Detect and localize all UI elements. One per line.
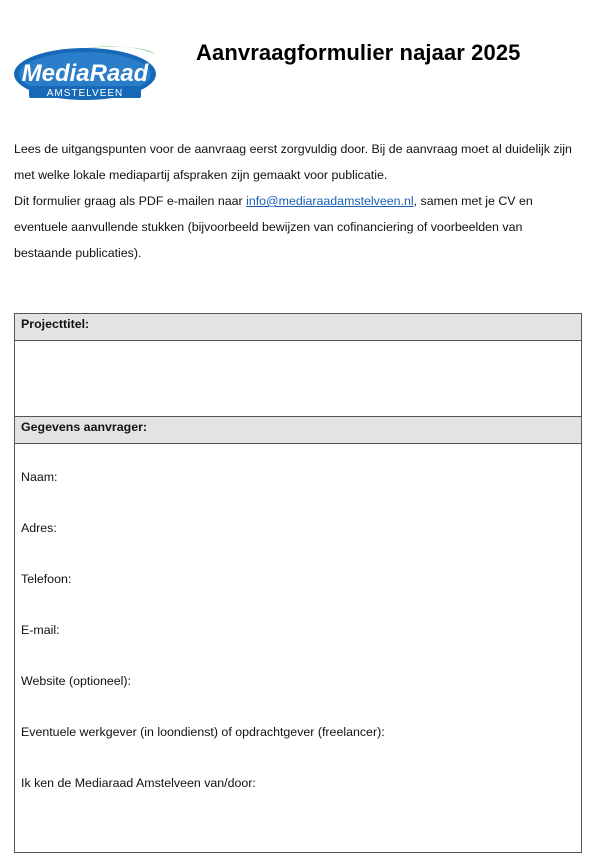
- applicant-details-header: Gegevens aanvrager:: [15, 417, 581, 444]
- application-form-table: [14, 313, 582, 853]
- intro-line: [14, 188, 586, 214]
- field-name[interactable]: Naam:: [21, 470, 58, 484]
- field-email[interactable]: E-mail:: [21, 623, 60, 637]
- field-website[interactable]: Website (optioneel):: [21, 674, 131, 688]
- intro-line: Lees de uitgangspunten voor de aanvraag eerst zorgvuldig door. Bij de aanvraag moet al duidelijk zijn: [14, 142, 572, 156]
- page-title: Aanvraagformulier najaar 2025: [196, 40, 521, 65]
- logo-brand-text: MediaRaad: [21, 60, 149, 87]
- mediaraad-logo-mark: [11, 38, 159, 104]
- intro-text: Dit formulier graag als PDF e-mailen naar: [14, 194, 247, 208]
- field-referral[interactable]: Ik ken de Mediaraad Amstelveen van/door:: [21, 776, 256, 790]
- email-link[interactable]: info@mediaraadamstelveen.nl: [246, 194, 414, 208]
- project-title-header: Projecttitel:: [15, 314, 581, 341]
- intro-line: eventuele aanvullende stukken (bijvoorbeeld bewijzen van cofinanciering of voorbeelden van: [14, 220, 523, 234]
- project-title-field[interactable]: [15, 341, 581, 417]
- field-address[interactable]: Adres:: [21, 521, 57, 535]
- intro-line: bestaande publicaties).: [14, 246, 142, 260]
- intro-line: met welke lokale mediapartij afspraken zijn gemaakt voor publicatie.: [14, 168, 388, 182]
- mediaraad-logo: [11, 38, 159, 104]
- field-employer[interactable]: Eventuele werkgever (in loondienst) of opdrachtgever (freelancer):: [21, 725, 385, 739]
- intro-text: , samen met je CV en: [413, 194, 533, 208]
- intro-paragraph: [14, 136, 586, 266]
- applicant-details-body: [15, 444, 581, 827]
- logo-sub-text: AMSTELVEEN: [46, 88, 124, 99]
- field-phone[interactable]: Telefoon:: [21, 572, 72, 586]
